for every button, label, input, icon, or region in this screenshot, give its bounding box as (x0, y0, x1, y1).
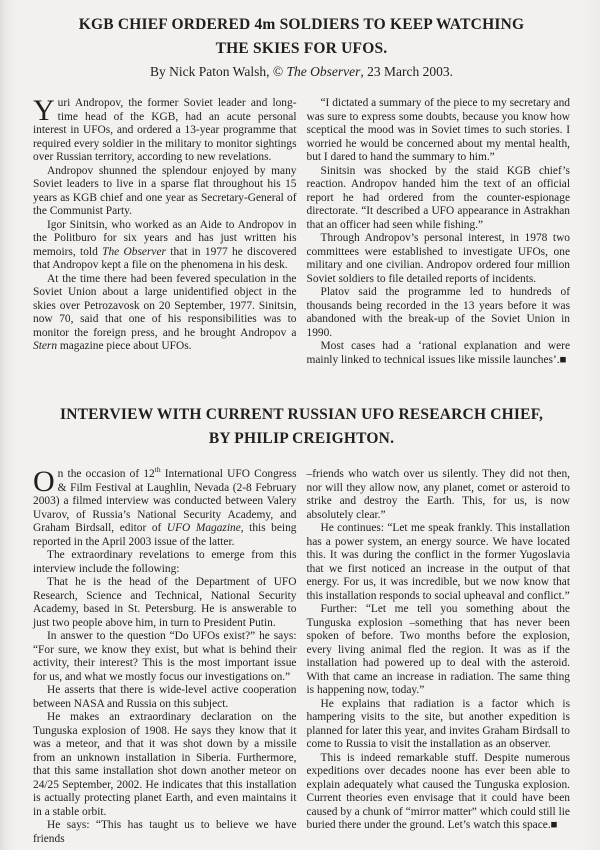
text-segment: Most cases had a ‘rational explanation and were mainly linked to technical issues like missile launches’.■ (306, 340, 570, 366)
text-segment: Stern (33, 340, 58, 353)
text-segment: He asserts that there is wide-level active cooperation between NASA and Russia on this subject. (33, 684, 297, 710)
article2-title (33, 403, 570, 451)
paragraph (307, 603, 571, 698)
paragraph (307, 468, 571, 522)
text-segment: that in 1977 he discovered that Andropov kept a file on the phenomena in his desk. (33, 245, 297, 272)
article1-right-column (307, 97, 571, 367)
paragraph (33, 684, 297, 711)
article2-header (33, 403, 570, 451)
text-segment: That he is the head of the Department of UFO Research, Science and Technical, National Security Academy, based in St. Petersburg. He is answerable to just two people above him, in turn to President Putin. (33, 576, 297, 629)
article1-body (33, 94, 570, 367)
article1-header (33, 13, 570, 80)
text-segment: In answer to the question “Do UFOs exist?” he says: “For sure, we know they exist, but what is behind their activity, their interest? This is the most important issue for us, and what we mostly focus our investigations on.” (33, 630, 297, 683)
text-segment: n the occasion of 12 (57, 468, 155, 481)
text-segment: uri Andropov, the former Soviet leader and long-time head of the KGB, had an acute personal interest in UFOs, and ordered a 13-year programme that required every soldier in the military to monitor sightings over Russian territory, according to new revelations. (33, 97, 297, 164)
paragraph (307, 752, 571, 833)
paragraph (33, 165, 297, 219)
paragraph (307, 698, 571, 752)
paragraph (307, 522, 571, 603)
paragraph (33, 465, 297, 549)
text-segment: International UFO Congress & Film Festival at Laughlin, Nevada (2-8 February 2003) a filmed interview was conducted between Valery Uvarov, of Russia’s National Security Academy, and Graham Birdsall, editor of (33, 468, 297, 535)
text-segment: He explains that radiation is a factor which is hampering visits to the site, but another expedition is planned for later this year, and invites Graham Birdsall to come to Russia to visit the installation as an observer. (306, 697, 570, 751)
paragraph (307, 286, 571, 340)
text-segment: Igor Sinitsin, who worked as an Aide to Andropov in the Politburo for six years and has just written his memoirs, told (33, 218, 297, 258)
text-segment: “I dictated a summary of the piece to my secretary and was sure to express some doubts, because you know how sceptical the mood was in Soviet times to such stories. I worried he would be concerned about my mental health, but I dared to hand the summary to him.” (306, 97, 570, 164)
text-segment: He says: “This has taught us to believe we have friends (33, 819, 297, 845)
paragraph (33, 819, 297, 846)
paragraph (33, 219, 297, 273)
text-segment: , this being reported in the April 2003 issue of the latter. (33, 522, 297, 548)
text-segment: th (154, 465, 161, 475)
text-segment: Through Andropov’s personal interest, in 1978 two committees were established to investigate UFOs, one military and one civilian. Andropov ordered four million Soviet soldiers to file detailed reports of incidents. (306, 232, 570, 285)
article2-right-column (307, 468, 571, 846)
article1-byline (33, 64, 570, 80)
text-segment: He continues: “Let me speak frankly. This installation has a power system, an energy source. We have located this. It was during the conflict in the former Yugoslavia that we first noticed an increase in the output of that energy. For us, it was incredible, but we now know that this installation responds to social upheaval and conflict.” (306, 522, 570, 602)
text-segment: Andropov shunned the splendour enjoyed by many Soviet leaders to live in a sparse flat throughout his 15 years as KGB chief and one year as Secretary-General of the Communist Party. (33, 164, 297, 218)
text-segment: UFO Magazine (166, 522, 241, 535)
drop-cap: Y (33, 94, 55, 128)
text-segment: The extraordinary revelations to emerge from this interview include the following: (33, 549, 297, 575)
article1-title (33, 13, 570, 61)
paragraph (33, 576, 297, 630)
paragraph (307, 340, 571, 367)
text-segment: magazine piece about UFOs. (57, 340, 192, 353)
text-segment: Sinitsin was shocked by the staid KGB chief’s reaction. Andropov handed him the text of an official report he had ordered from the counter-espionage directorate. “It described a UFO appearance in Astrakhan that an officer had seen while fishing.” (306, 164, 570, 231)
paragraph (33, 273, 297, 354)
paragraph (33, 711, 297, 819)
text-segment: Platov said the programme led to hundreds of thousands being recorded in the 13 years before it was abandoned with the break-up of the Soviet Union in 1990. (306, 286, 570, 339)
text-segment: He makes an extraordinary declaration on the Tunguska explosion of 1908. He says they know that it was a meteor, and that it was shot down by a missile from an unknown installation in Siberia. Furthermore, that this same installation shot down another meteor on 24/25 September, 2002. He indicates that this installation is actually protecting planet Earth, and even maintains it in a stable orbit. (33, 711, 297, 818)
article2-title-line2: BY PHILIP CREIGHTON. (208, 430, 395, 448)
article1-title-line2: THE SKIES FOR UFOS. (215, 40, 388, 58)
text-segment: The Observer (286, 64, 361, 80)
text-segment: , 23 March 2003. (360, 64, 453, 80)
paragraph (33, 94, 297, 165)
text-segment: –friends who watch over us silently. They did not then, nor will they allow now, any planet, comet or asteroid to strike and destroy the Earth. This, for us, is now absolutely clear.” (306, 468, 570, 521)
paragraph (307, 165, 571, 233)
drop-cap: O (33, 465, 55, 499)
article1-title-line1: KGB CHIEF ORDERED 4m SOLDIERS TO KEEP WATCHING (78, 16, 525, 33)
article1-left-column (33, 94, 297, 367)
text-segment: Further: “Let me tell you something about the Tunguska explosion –something that has never been spoken of before. Two months before the explosion, every living animal fled the region. It was as if the installation had powered up to deal with the asteroid. With that came an increase in radiation. The same thing is happening now, today.” (306, 603, 570, 697)
article2-body (33, 465, 570, 846)
text-segment: By Nick Paton Walsh, © (150, 64, 287, 80)
text-segment: This is indeed remarkable stuff. Despite numerous expeditions over decades noone has ever been able to explain adequately what caused the Tunguska explosion. Current theories even envisage that it could have been caused by a chunk of “mirror matter” which could still lie buried there under the ground. Let’s watch this space.■ (306, 751, 570, 832)
article2-title-line1: INTERVIEW WITH CURRENT RUSSIAN UFO RESEARCH CHIEF, (59, 406, 544, 424)
article2-left-column (33, 465, 297, 846)
text-segment: At the time there had been fevered speculation in the Soviet Union about a large unidentified object in the skies over Petrozavosk on 20 September, 1977. Sinitsin, now 70, said that one of his responsibilities was to monitor the foreign press, and he brought Andropov a (33, 272, 297, 339)
text-segment: The Observer (102, 245, 166, 258)
paragraph (307, 232, 571, 286)
paragraph (33, 549, 297, 576)
paragraph (33, 630, 297, 684)
paragraph (307, 97, 571, 165)
